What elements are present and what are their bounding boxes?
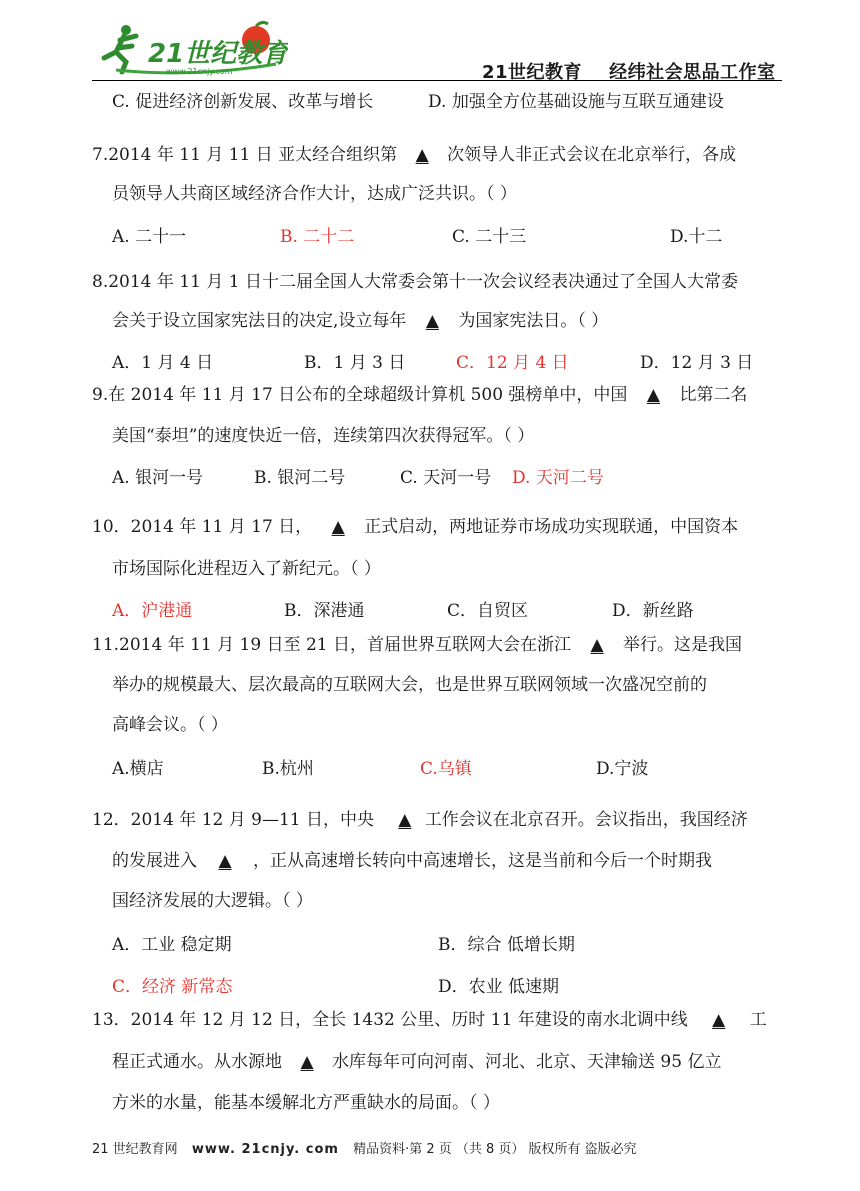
- q9-stem-line2: 美国“泰坦”的速度快近一倍，连续第四次获得冠军。（ ）: [112, 426, 535, 446]
- q8-option-b: B．1 月 3 日: [304, 353, 406, 373]
- q13-stem-line3: 方米的水量，能基本缓解北方严重缺水的局面。（ ）: [112, 1093, 500, 1113]
- q8-option-c: C．12 月 4 日: [456, 353, 569, 373]
- q7-stem-line1: 7.2014 年 11 月 11 日 亚太经合组织第 ▲ 次领导人非正式会议在北京举行，各成: [92, 145, 737, 165]
- q6-option-d: D. 加强全方位基础设施与互联互通建设: [428, 92, 724, 112]
- q8-stem-line1: 8.2014 年 11 月 1 日十二届全国人大常委会第十一次会议经表决通过了全国人大常委: [92, 272, 738, 292]
- header-title: 21世纪教育 经纬社会思品工作室: [482, 62, 776, 83]
- footer-site: 21 世纪教育网: [92, 1142, 178, 1157]
- q10-stem-line2: 市场国际化进程迈入了新纪元。（ ）: [112, 559, 381, 579]
- q9-option-c: C. 天河一号: [400, 468, 492, 488]
- q12-blank-1: ▲: [398, 810, 412, 830]
- q11-option-b: B.杭州: [262, 759, 314, 779]
- q12-option-b: B．综合 低增长期: [438, 935, 575, 955]
- q9-option-a: A. 银河一号: [112, 468, 204, 488]
- q11-stem-line2: 举办的规模最大、层次最高的互联网大会，也是世界互联网领域一次盛况空前的: [112, 675, 707, 695]
- q8-blank: ▲: [425, 311, 439, 331]
- q13-stem-line2: 程正式通水。从水源地 ▲ 水库每年可向河南、河北、北京、天津输送 95 亿立: [112, 1052, 722, 1072]
- q8-option-a: A．1 月 4 日: [112, 353, 214, 373]
- q11-option-d: D.宁波: [596, 759, 649, 779]
- q10-option-c: C．自贸区: [447, 601, 529, 621]
- q11-blank: ▲: [590, 635, 604, 655]
- q12-stem-line3: 国经济发展的大逻辑。（ ）: [112, 891, 313, 911]
- q12-option-a: A．工业 稳定期: [112, 935, 232, 955]
- q11-option-c: C.乌镇: [420, 759, 472, 779]
- q12-stem-line2: 的发展进入 ▲ ，正从高速增长转向中高速增长，这是当前和今后一个时期我: [112, 851, 712, 871]
- logo-graphic: [96, 18, 288, 80]
- q7-option-c: C. 二十三: [452, 227, 527, 247]
- q8-option-d: D．12 月 3 日: [640, 353, 754, 373]
- q9-blank: ▲: [646, 385, 660, 405]
- q7-stem-line2: 员领导人共商区域经济合作大计，达成广泛共识。（ ）: [112, 184, 517, 204]
- q9-stem-line1: 9.在 2014 年 11 月 17 日公布的全球超级计算机 500 强榜单中，中国 ▲ 比第二名: [92, 385, 748, 405]
- q13-blank-2: ▲: [300, 1052, 314, 1072]
- q10-blank: ▲: [331, 517, 345, 537]
- q9-option-b: B. 银河二号: [254, 468, 346, 488]
- logo-subtext: www.21cnjy.com: [166, 67, 233, 76]
- q10-option-b: B．深港通: [284, 601, 365, 621]
- q12-stem-line1: 12．2014 年 12 月 9—11 日，中央 ▲ 工作会议在北京召开。会议指出，我国经济: [92, 810, 748, 830]
- q11-stem-line3: 高峰会议。（ ）: [112, 715, 228, 735]
- q8-stem-line2: 会关于设立国家宪法日的决定,设立每年 ▲ 为国家宪法日。（ ）: [112, 311, 609, 331]
- site-logo: [96, 18, 288, 80]
- q10-stem-line1: 10．2014 年 11 月 17 日， ▲ 正式启动，两地证券市场成功实现联通，中国资本: [92, 517, 739, 537]
- q7-option-a: A. 二十一: [112, 227, 187, 247]
- q13-blank-1: ▲: [712, 1010, 726, 1030]
- q12-blank-2: ▲: [218, 851, 232, 871]
- logo-text: 21世纪教育: [148, 39, 288, 69]
- q11-stem-line1: 11.2014 年 11 月 19 日至 21 日，首届世界互联网大会在浙江 ▲ 举行。这是我国: [92, 635, 743, 655]
- q13-stem-line1: 13．2014 年 12 月 12 日，全长 1432 公里、历时 11 年建设的南水北调中线 ▲ 工: [92, 1010, 767, 1030]
- q9-option-d: D. 天河二号: [512, 468, 604, 488]
- footer-url-link[interactable]: www. 21cnjy. com: [191, 1142, 339, 1157]
- header-divider: [92, 80, 782, 81]
- q10-option-d: D．新丝路: [612, 601, 694, 621]
- q11-option-a: A.横店: [112, 759, 164, 779]
- q7-option-d: D.十二: [670, 227, 723, 247]
- footer-page-info: 精品资料·第 2 页 （共 8 页） 版权所有 盗版必究: [353, 1142, 637, 1157]
- q7-option-b: B. 二十二: [280, 227, 355, 247]
- q7-blank: ▲: [415, 145, 429, 165]
- q12-option-d: D．农业 低速期: [438, 977, 560, 997]
- q10-option-a: A．沪港通: [112, 601, 193, 621]
- page-footer: [92, 1138, 637, 1157]
- q6-option-c: C. 促进经济创新发展、改革与增长: [112, 92, 374, 112]
- q12-option-c: C．经济 新常态: [112, 977, 233, 997]
